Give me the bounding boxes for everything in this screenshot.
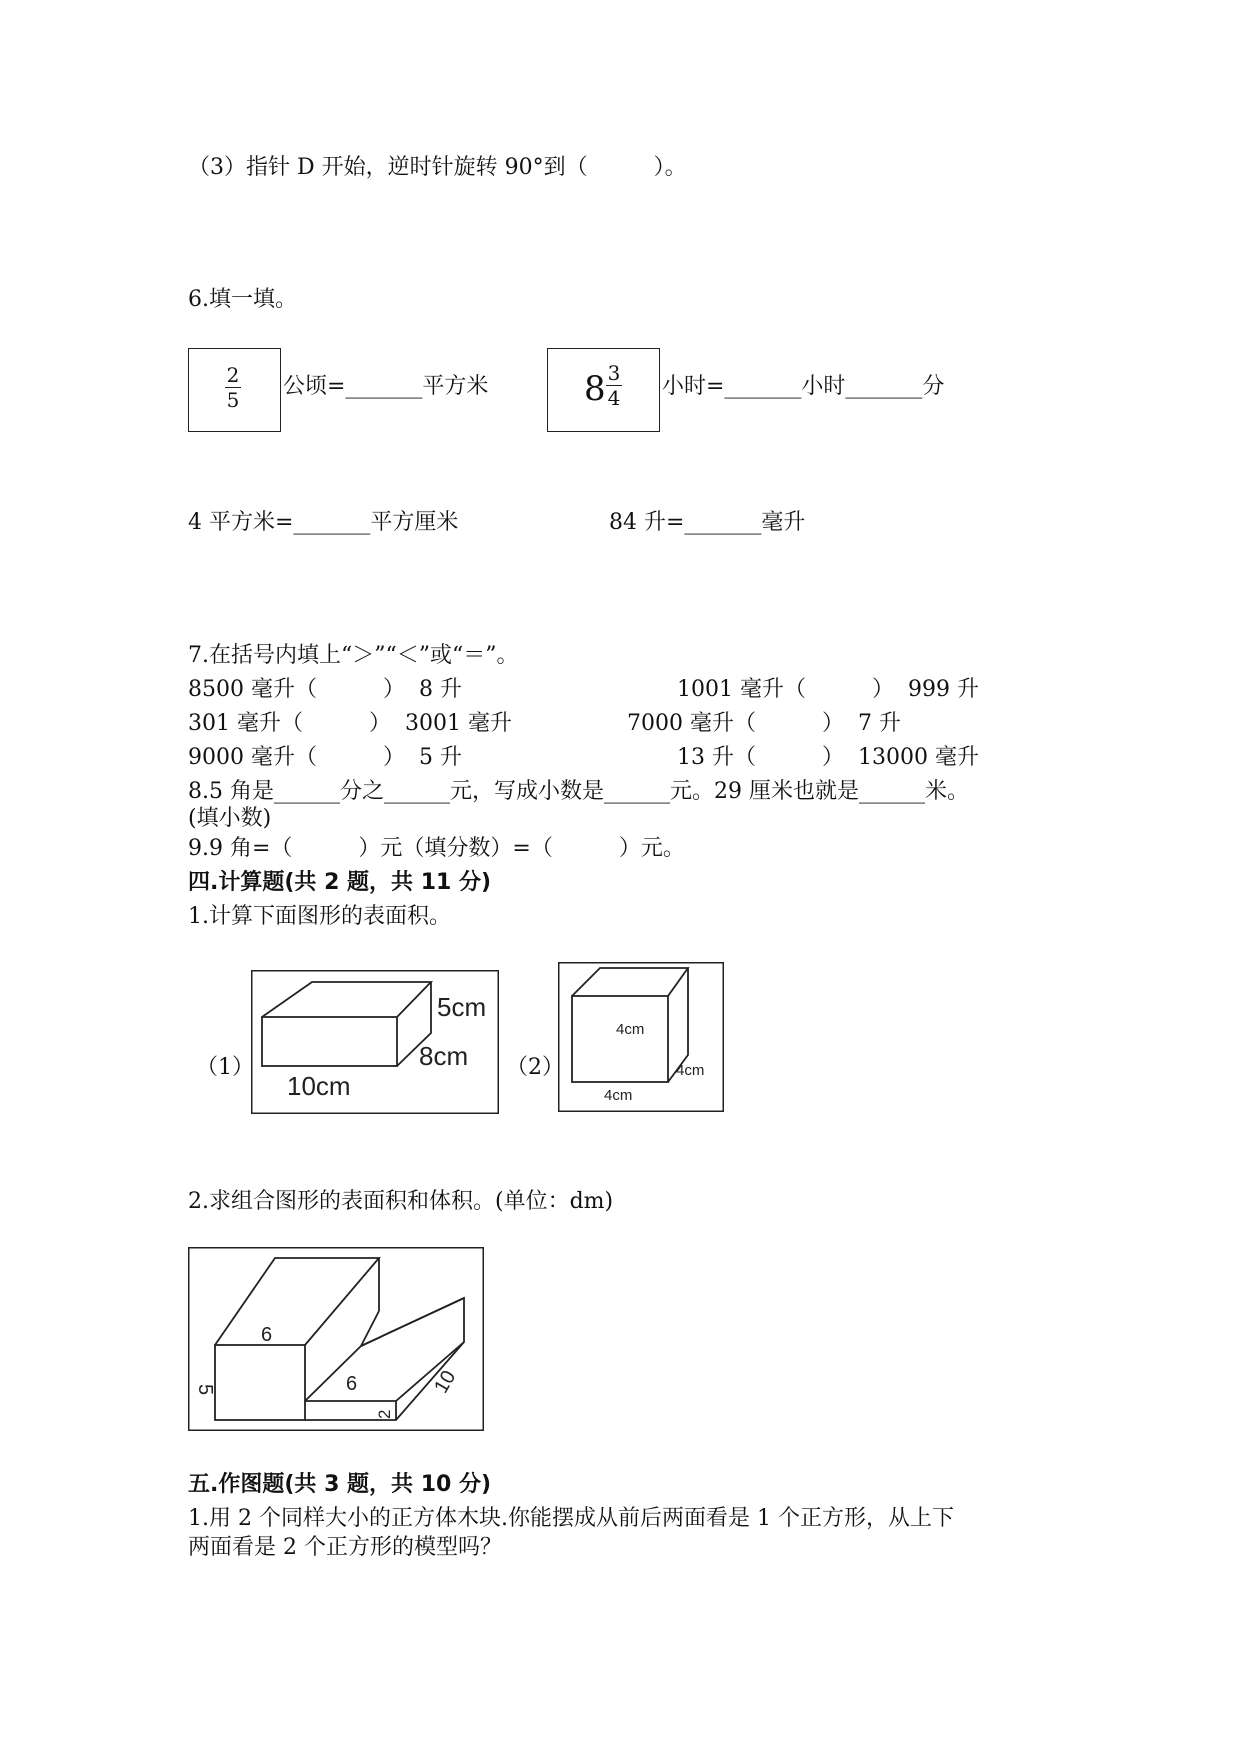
compare-row-2-right: 7000 毫升（ ） 7 升: [627, 711, 901, 736]
section-5-question-1-line-1: 1.用 2 个同样大小的正方体木块.你能摆成从前后两面看是 1 个正方形，从上下: [188, 1506, 954, 1531]
composite-depth-label: 10: [430, 1366, 461, 1398]
fraction-2-blank-text: 小时=_______小时_______分: [662, 374, 945, 399]
fraction-two-fifths: [225, 365, 241, 410]
figure-cuboid: [251, 970, 499, 1114]
composite-step-height-label: 2: [375, 1409, 394, 1419]
compare-row-1-right: 1001 毫升（ ） 999 升: [677, 677, 979, 702]
question-6-area: 4 平方米=_______平方厘米: [188, 510, 459, 535]
question-5-3: （3）指针 D 开始，逆时针旋转 90°到（ ）。: [188, 155, 687, 180]
figure-1-label: （1）: [196, 1055, 254, 1080]
fraction-three-fourths: [606, 363, 622, 408]
cube-width-label: 4cm: [604, 1087, 633, 1104]
cuboid-depth-label: 8cm: [419, 1041, 469, 1071]
composite-step-width-label: 6: [346, 1373, 358, 1395]
composite-left-height-label: 5: [194, 1384, 216, 1396]
section-4-question-1: 1.计算下面图形的表面积。: [188, 904, 451, 929]
question-6-title: 6.填一填。: [188, 287, 297, 312]
section-5-heading: 五.作图题(共 3 题，共 10 分): [188, 1472, 492, 1497]
mixed-whole: 8: [584, 369, 606, 409]
fraction-numerator: 3: [607, 361, 621, 385]
cube-depth-label: 4cm: [676, 1062, 705, 1079]
figure-composite-solid: [188, 1247, 484, 1431]
question-9: 9.9 角=（ ）元（填分数）=（ ）元。: [188, 836, 685, 861]
question-6-volume: 84 升=_______毫升: [609, 510, 806, 535]
fraction-box-2: [547, 348, 660, 432]
question-8-note: (填小数): [188, 806, 272, 831]
cuboid-width-label: 10cm: [287, 1071, 351, 1101]
compare-row-1-left: 8500 毫升（ ） 8 升: [188, 677, 462, 702]
fraction-1-blank-text: 公顷=_______平方米: [283, 374, 489, 399]
figure-cube: [558, 962, 724, 1112]
composite-top-width-label: 6: [261, 1324, 273, 1346]
fraction-denominator: 5: [226, 388, 240, 412]
section-4-question-2: 2.求组合图形的表面积和体积。(单位：dm): [188, 1189, 614, 1214]
question-8: 8.5 角是______分之______元，写成小数是______元。29 厘米也就是______米。: [188, 779, 969, 804]
section-4-heading: 四.计算题(共 2 题，共 11 分): [188, 870, 492, 895]
cube-height-label: 4cm: [616, 1021, 645, 1038]
fraction-numerator: 2: [226, 363, 240, 387]
fraction-box-1: [188, 348, 281, 432]
compare-row-2-left: 301 毫升（ ） 3001 毫升: [188, 711, 512, 736]
cuboid-height-label: 5cm: [437, 992, 487, 1022]
figure-2-label: （2）: [506, 1055, 564, 1080]
compare-row-3-left: 9000 毫升（ ） 5 升: [188, 745, 462, 770]
compare-row-3-right: 13 升（ ） 13000 毫升: [677, 745, 979, 770]
section-5-question-1-line-2: 两面看是 2 个正方形的模型吗？: [188, 1535, 502, 1560]
question-7-title: 7.在括号内填上“＞”“＜”或“＝”。: [188, 643, 519, 668]
fraction-denominator: 4: [607, 386, 621, 410]
